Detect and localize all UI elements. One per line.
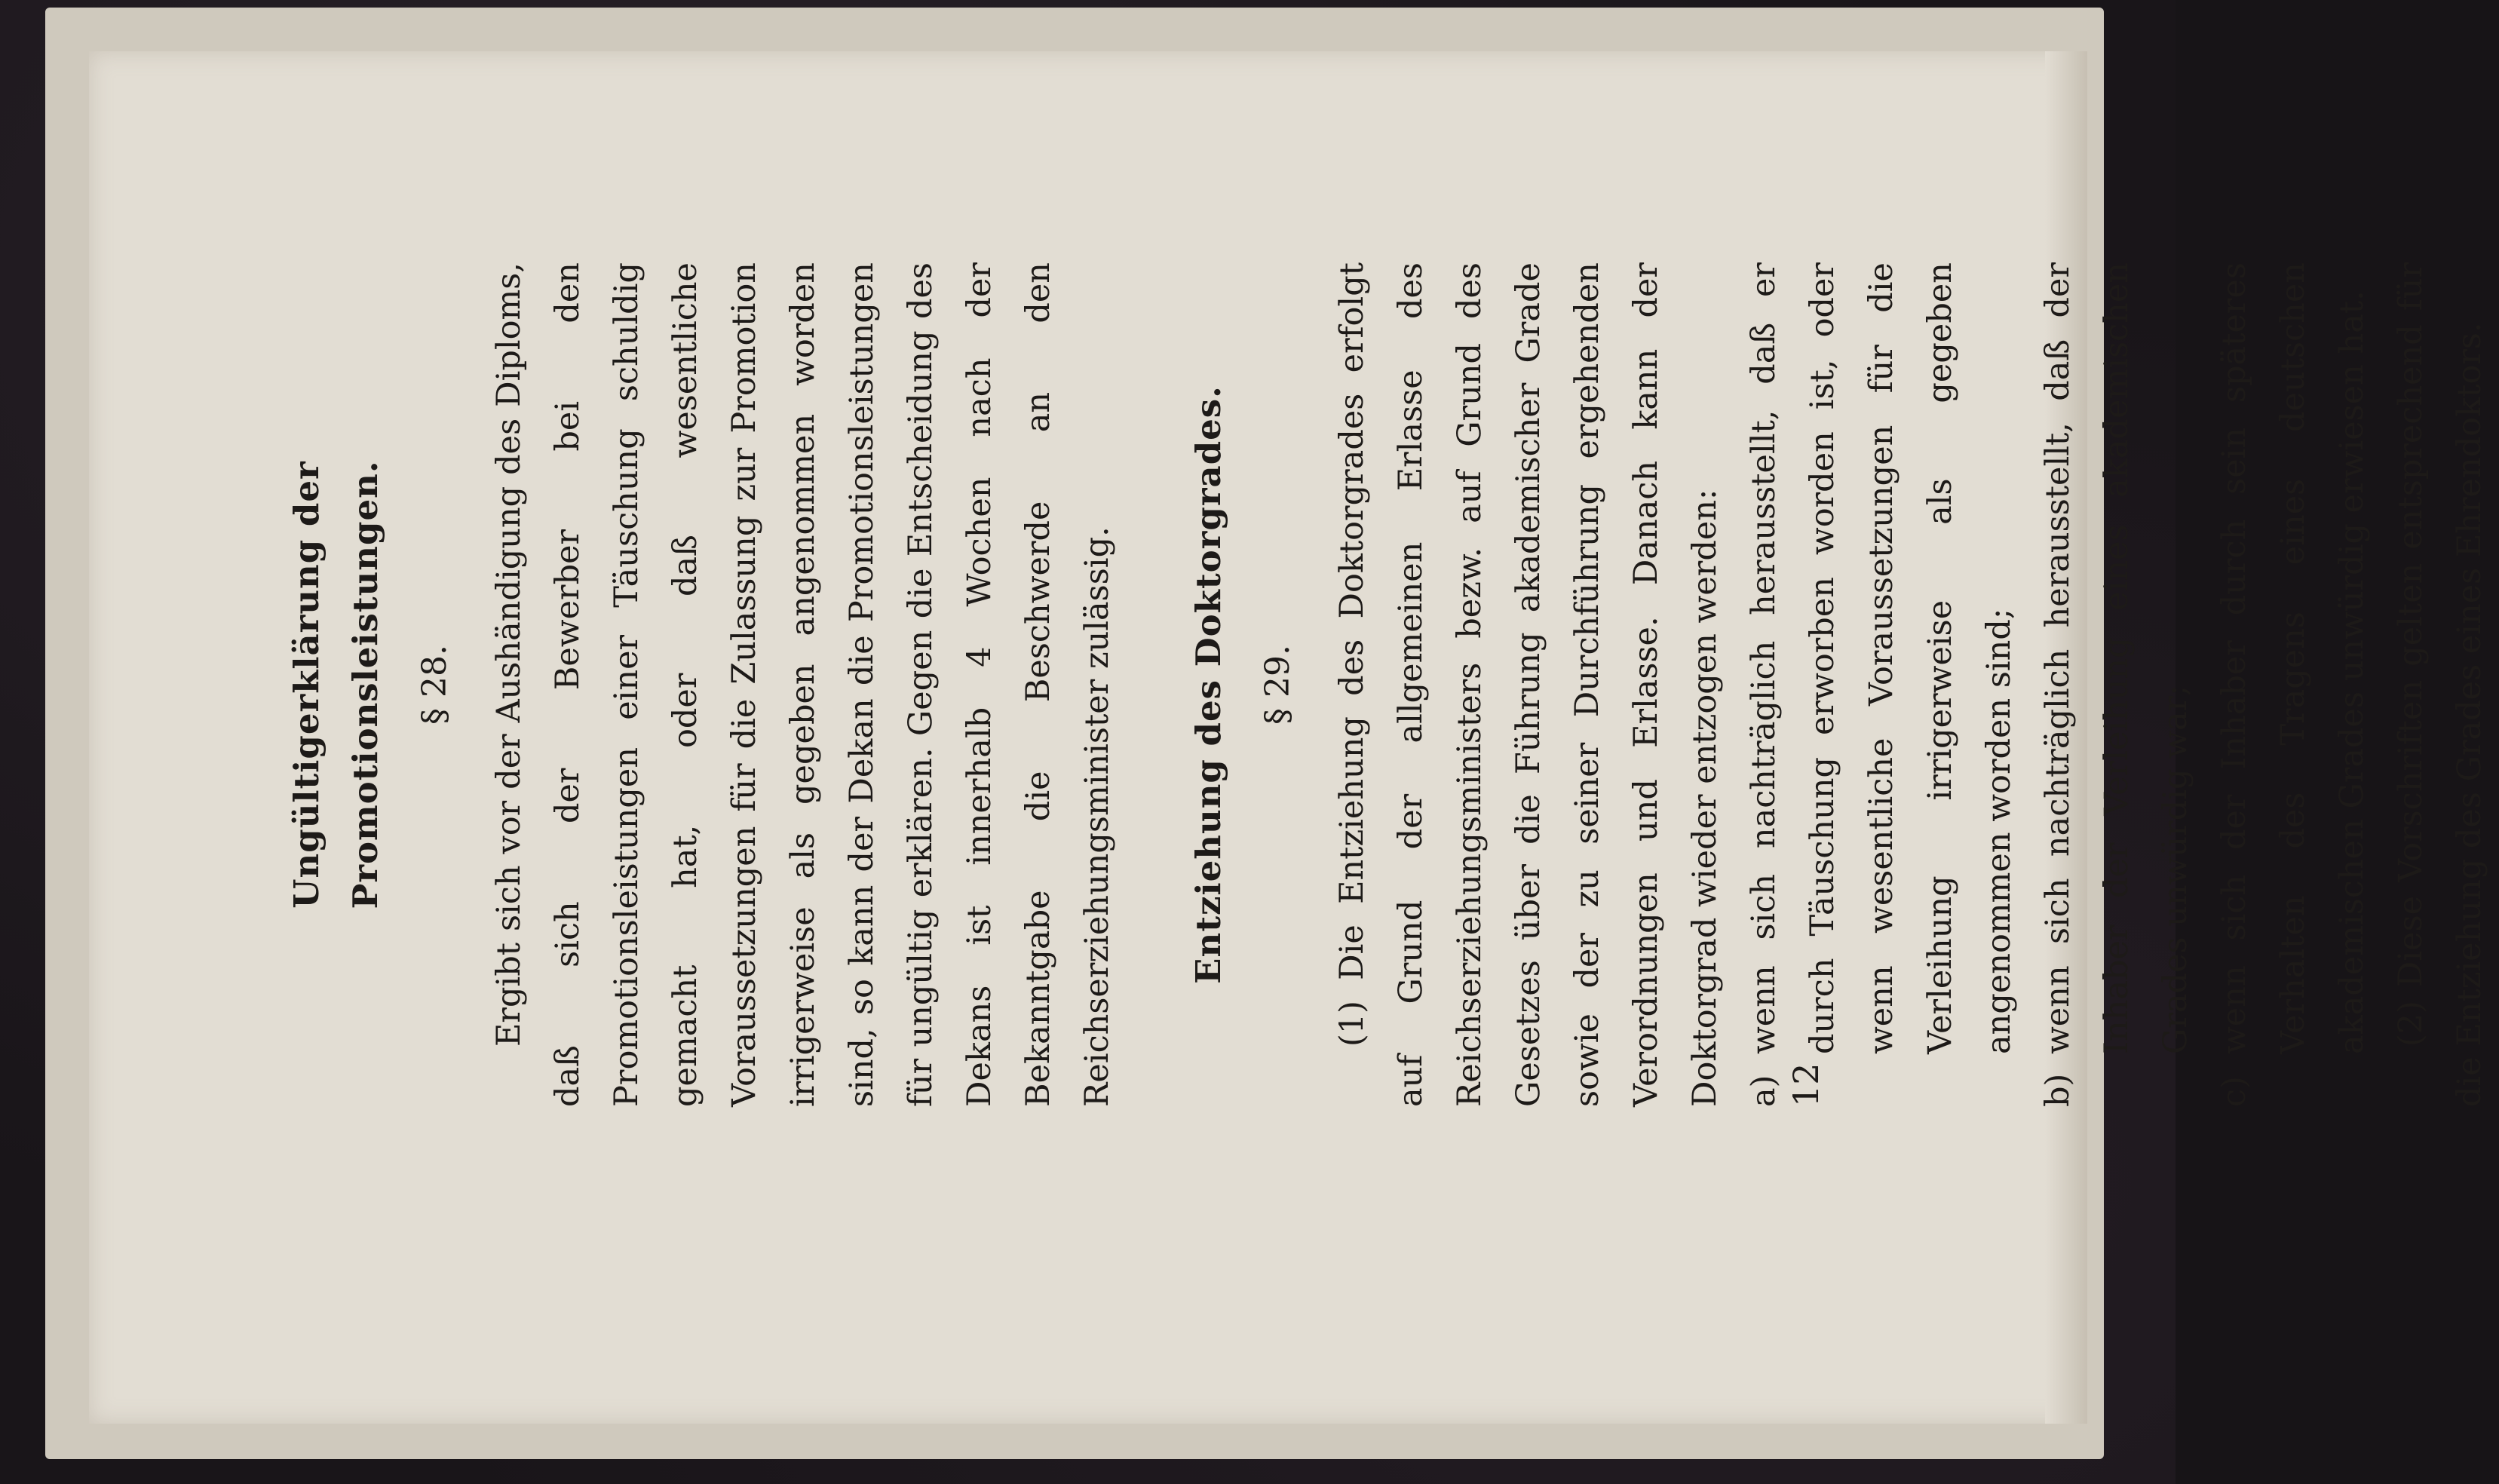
rotated-page-content — [89, 51, 2488, 1424]
list-item-label: b) — [2039, 1073, 2077, 1107]
paragraph-number-28: § 28. — [415, 645, 454, 725]
list-item — [2205, 262, 2381, 1107]
list-item — [1734, 262, 2028, 1107]
list-item-text: wenn sich nachträglich herausstellt, daß er durch Täuschung erworben worden ist, oder wenn wesentliche Voraussetzungen für die Verleihung irrigerweise als gegeben angenommen worden sind; — [1745, 262, 2018, 1054]
section-revocation — [1179, 262, 2499, 1107]
list-item-text: wenn sich nachträglich herausstellt, daß der Inhaber der Verleihung eines akademischen Grades unwürdig war; — [2039, 262, 2194, 1054]
paragraph-29-clause-1: (1) Die Entziehung des Doktorgrades erfolgt auf Grund der allgemeinen Erlasse des Reichserziehungsministers bezw. auf Grund des Gesetzes über die Führung akademischer Grade sowie der zu seiner Durchführung ergehenden Verordnungen und Erlasse. Danach kann der Doktorgrad wieder entzogen werden: — [1333, 262, 1724, 1107]
paragraph-28-text: Ergibt sich vor der Aushändigung des Diploms, daß sich der Bewerber bei den Promotionsleistungen einer Täuschung schuldig gemacht hat, oder daß wesentliche Voraussetzungen für die Zulassung zur Promotion irrigerweise als gegeben angenommen worden sind, so kann der Dekan die Promotionsleistungen für ungültig erklären. Gegen die Entscheidung des Dekans ist innerhalb 4 Wochen nach der Bekanntgabe die Beschwerde an den Reichserziehungsminister zulässig. — [490, 262, 1116, 1107]
page-number: 12 — [1786, 1062, 1826, 1107]
list-item — [2028, 262, 2205, 1107]
paragraph-number-29: § 29. — [1259, 645, 1297, 725]
section-heading-invalidation: Ungültigerklärung der Promotionsleistungen. — [287, 460, 385, 909]
text-block — [277, 262, 2499, 1107]
list-item-label: a) — [1745, 1075, 1783, 1107]
revocation-conditions-list — [1734, 262, 2381, 1107]
section-heading-revocation: Entziehung des Doktorgrades. — [1188, 385, 1228, 984]
paragraph-29-clause-2: (2) Diese Vorschriften gelten entsprechend für die Entziehung des Grades eines Ehrendoktors. — [2392, 262, 2488, 1107]
list-item-text: wenn sich der Inhaber durch sein späteres Verhalten des Tragens eines deutschen akademischen Grades unwürdig erwiesen hat. — [2215, 262, 2371, 1054]
list-item-label: c) — [2215, 1076, 2253, 1107]
